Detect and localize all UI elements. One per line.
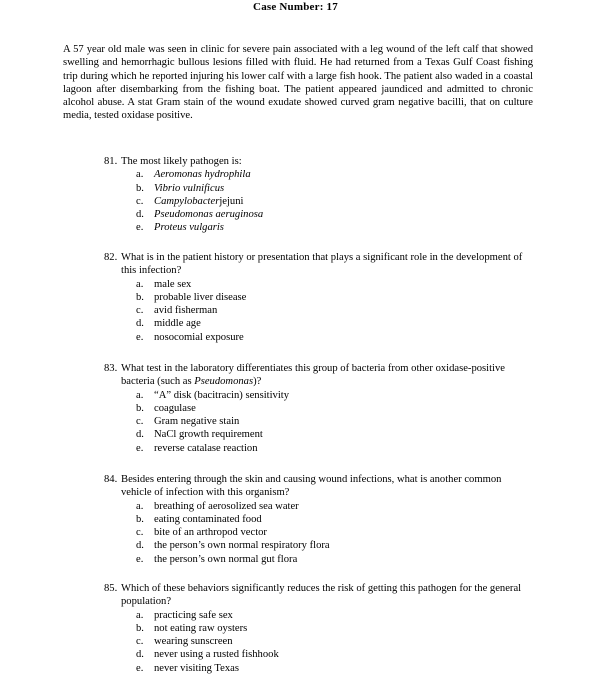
question-number: 81. bbox=[104, 156, 118, 167]
question-number: 83. bbox=[104, 363, 118, 374]
question-stem: Besides entering through the skin and causing wound infections, what is another common vehicle of infection with this organism? bbox=[121, 474, 502, 499]
answer-option: a. Aeromonas hydrophila bbox=[136, 169, 251, 181]
answer-option: c. wearing sunscreen bbox=[136, 636, 233, 648]
answer-option: e. nosocomial exposure bbox=[136, 331, 244, 343]
answer-option: a. male sex bbox=[136, 278, 192, 290]
answer-option: c. avid fisherman bbox=[136, 305, 218, 317]
question-stem: What is in the patient history or presentation that plays a significant role in the development of this infection? bbox=[121, 252, 523, 277]
answer-option: d. middle age bbox=[136, 318, 201, 330]
answer-option: c. bite of an arthropod vector bbox=[136, 527, 267, 539]
answer-option: c. Campylobacter jejuni bbox=[136, 195, 244, 207]
question-number: 85. bbox=[104, 583, 118, 594]
answer-option: e. reverse catalase reaction bbox=[136, 442, 258, 454]
answer-option: d. never using a rusted fishhook bbox=[136, 649, 279, 661]
answer-option: b. probable liver disease bbox=[136, 291, 247, 303]
case-number-title: Case Number: 17 bbox=[253, 1, 338, 13]
answer-option: d. Pseudomonas aeruginosa bbox=[136, 209, 264, 221]
answer-option: c. Gram negative stain bbox=[136, 416, 240, 428]
answer-option: a. breathing of aerosolized sea water bbox=[136, 500, 299, 512]
question-82 bbox=[104, 251, 534, 344]
answer-option: b. eating contaminated food bbox=[136, 513, 262, 525]
question-83 bbox=[104, 362, 534, 455]
answer-option: e. Proteus vulgaris bbox=[136, 222, 224, 234]
answer-option: d. the person’s own normal respiratory flora bbox=[136, 540, 330, 552]
question-number: 84. bbox=[104, 474, 118, 485]
question-stem: What test in the laboratory differentiates this group of bacteria from other oxidase-positive bacteria (such as Pseudomonas)? bbox=[121, 363, 505, 388]
question-84 bbox=[104, 473, 534, 566]
answer-option: a. practicing safe sex bbox=[136, 609, 233, 621]
answer-option: b. not eating raw oysters bbox=[136, 622, 248, 634]
answer-option: e. the person’s own normal gut flora bbox=[136, 553, 298, 565]
case-description: A 57 year old male was seen in clinic for severe pain associated with a leg wound of the left calf that showed swelling and hemorrhagic bullous lesions filled with fluid. He had returned from a Texas Gulf Coast fishing trip during which he reported injuring his lower calf with a large fish hook. The patient also waded in a coastal lagoon after disembarking from the fishing boat. The patient appeared jaundiced and admitted to chronic alcohol abuse. A stat Gram stain of the wound exudate showed curved gram negative bacilli, that on culture media, tested oxidase positive. bbox=[63, 44, 533, 122]
answer-option: d. NaCl growth requirement bbox=[136, 429, 263, 441]
answer-option: e. never visiting Texas bbox=[136, 662, 239, 674]
question-81 bbox=[104, 155, 534, 235]
answer-option: b. coagulase bbox=[136, 402, 196, 414]
question-stem: The most likely pathogen is: bbox=[121, 156, 242, 167]
answer-option: b. Vibrio vulnificus bbox=[136, 182, 225, 194]
question-85 bbox=[104, 582, 534, 675]
question-stem: Which of these behaviors significantly reduces the risk of getting this pathogen for the general population? bbox=[121, 583, 522, 608]
answer-option: a. “A” disk (bacitracin) sensitivity bbox=[136, 389, 290, 401]
question-number: 82. bbox=[104, 252, 118, 263]
